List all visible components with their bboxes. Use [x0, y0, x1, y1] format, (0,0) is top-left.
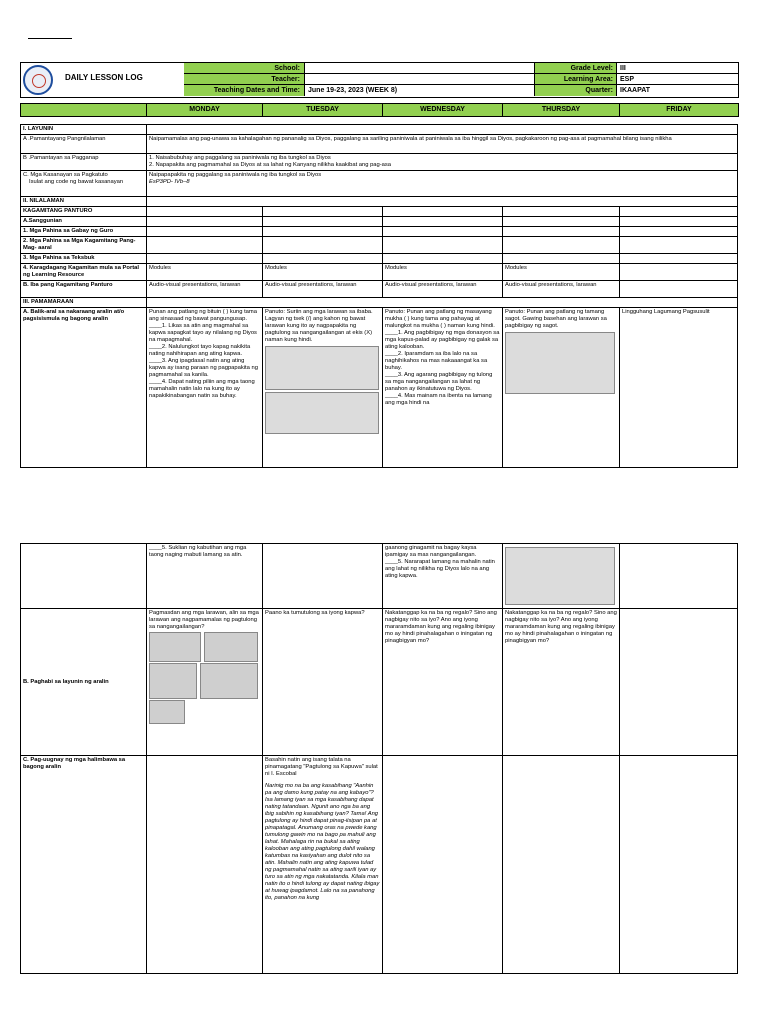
- cell: [620, 237, 738, 254]
- cell: [503, 254, 620, 264]
- teacher-value: [305, 74, 535, 85]
- pagganap-label: B .Pamantayan sa Pagganap: [21, 154, 147, 171]
- kasanayan-code: EsP3PD- IVb–8: [149, 179, 190, 185]
- cell: [503, 227, 620, 237]
- pagganap-item-2: 2. Napapakita ang pagmamahal sa Diyos at sa lahat ng Kanyang nilikha kaakibat ang pag-asa: [149, 162, 392, 168]
- kasanayan-sublabel: Isulat ang code ng bawat kasanayan: [29, 179, 124, 185]
- pag-uugnay-intro: Basahin natin ang isang talata na pinamagatang "Pagtulong sa Kapuwa" sulat ni I. Escobal: [265, 757, 378, 777]
- picture-2-image: [204, 632, 258, 662]
- av-tuesday: Audio-visual presentations, larawan: [263, 281, 383, 298]
- cell: [620, 544, 738, 609]
- pag-uugnay-story: Narinig mo na ba ang kasabihang "Aanhin pa ang damo kung patay na ang kabayo"? Isa lamang iyan sa mga kasabihang dapat nating tatandaan. Ngunit ano nga ba ang ibig sabihin ng kasabihang iyan? Tama! Ang pagtulong ay hindi dapat pinag-iisipan pa at pinapatagal. Anumang oras na pwede kang tumulong gawin mo na bago pa mahuli ang lahat. Mahalaga rin na bukal sa ating kalooban ang ating pagtulong dahil walang katumbas na kasiyahan ang dulot nito sa atin. Mahalin natin ang ating kapuwa tulad ng pagmamahal natin sa ating sarili iyan ay turo sa atin ng mga nakatatanda. Kilala man natin ito o hindi tulong ay dapat nating ibigay at huwag ipagdamot. Lalo na sa panahong ito, panahon na kung: [265, 783, 380, 901]
- cell: [147, 227, 263, 237]
- wednesday-intro: Panuto: Punan ang patlang ng masayang mukha ( ) kung tama ang pahayag at malungkot na mukha ( ) naman kung hindi.: [385, 309, 495, 329]
- monday-intro: Punan ang patlang ng bituin ( ) kung tama ang sinasaad ng bawat pangungusap.: [149, 309, 257, 322]
- paghabi-pictures-row2: [149, 663, 260, 699]
- av-monday: Audio-visual presentations, larawan: [147, 281, 263, 298]
- balik-aral-monday: [147, 308, 263, 468]
- day-thursday: THURSDAY: [503, 104, 620, 116]
- teacher-label: Teacher:: [184, 74, 304, 85]
- area-label: Learning Area:: [535, 74, 617, 85]
- days-header-blank: [21, 104, 147, 116]
- monday-item-4: ____4. Dapat nating piliin ang mga taong mamahalin natin lalo na kung ito ay napakikinabangan natin sa buhay.: [149, 379, 255, 399]
- cell: [383, 227, 503, 237]
- quarter-label: Quarter:: [535, 85, 617, 96]
- cell: [147, 254, 263, 264]
- quarter-value: IKAAPAT: [620, 87, 651, 94]
- cell: [263, 227, 383, 237]
- modules-thursday: Modules: [503, 264, 620, 281]
- teksbuk-label: 3. Mga Pahina sa Teksbuk: [21, 254, 147, 264]
- lesson-table-page2: [20, 543, 738, 974]
- day-friday: FRIDAY: [666, 106, 692, 113]
- header-values-left: [304, 63, 535, 96]
- cell: [620, 254, 738, 264]
- layunin-heading: I. LAYUNIN: [21, 125, 147, 135]
- header-labels-left: [184, 63, 304, 96]
- paghabi-thursday: Nakatanggap ka na ba ng regalo? Sino ang nagbigay nito sa iyo? Ano ang iyong mararamdaman kung ang regaling ibinigay mo ay hindi pinahalagahan o iningatan ng pinagbigyan mo?: [503, 609, 620, 756]
- header-labels-right: [534, 63, 617, 96]
- cell: [383, 237, 503, 254]
- gabay-label: 1. Mga Pahina sa Gabay ng Guro: [21, 227, 147, 237]
- pangnilalaman-text: Naipamamalas ang pag-unawa sa kahalagahan ng pananalig sa Diyos, paggalang sa sariling paniniwala at paniniwala sa iba hinggil sa Diyos, pagkakaroon ng pag-asa at pagmamahal bilang isang nilikha: [147, 135, 738, 154]
- tuesday-pictures-top-image: [265, 346, 379, 390]
- sanggunian-label: A.Sanggunian: [21, 217, 147, 227]
- wednesday-continued: gaanong ginagamit na bagay kaysa ipamigay sa mas nangangailangan.: [385, 545, 477, 558]
- picture-3-image: [149, 663, 197, 699]
- modules-wednesday: Modules: [383, 264, 503, 281]
- cell: [503, 756, 620, 974]
- school-value: [305, 63, 535, 74]
- cell: [263, 254, 383, 264]
- cell: [147, 237, 263, 254]
- pag-uugnay-label: C. Pag-uugnay ng mga halimbawa sa bagong aralin: [21, 756, 147, 974]
- monday-item-1: ____1. Likas sa atin ang magmahal sa kapwa sapagkat tayo ay nilalang ng Diyos na mapagmahal.: [149, 323, 257, 343]
- wednesday-item-5: ____5. Nararapat lamang na mahalin natin ang lahat ng nilikha ng Diyos lalo na ang ating kapwa.: [385, 559, 495, 579]
- cell: [503, 237, 620, 254]
- av-thursday: Audio-visual presentations, larawan: [503, 281, 620, 298]
- cell: [263, 217, 383, 227]
- thursday-instruction: Panuto: Punan ang patlang ng tamang sagot. Gawing basehan ang larawan sa pagbibigay ng sagot.: [505, 309, 607, 329]
- cell: [21, 544, 147, 609]
- area-value: ESP: [617, 74, 739, 85]
- thursday-worksheet-image: [505, 332, 615, 394]
- page-title: DAILY LESSON LOG: [65, 73, 143, 82]
- day-wednesday: WEDNESDAY: [383, 104, 503, 116]
- cell: [263, 207, 383, 217]
- cell: [620, 217, 738, 227]
- top-line: [28, 38, 72, 39]
- thursday-worksheet-cont-image: [505, 547, 615, 605]
- pamamaraan-blank: [147, 298, 738, 308]
- paghabi-pictures-row1: [149, 632, 260, 662]
- grade-label: Grade Level:: [535, 63, 617, 74]
- pangnilalaman-label: A .Pamantayang Pangnilalaman: [21, 135, 147, 154]
- paghabi-pictures-row3: [149, 700, 260, 724]
- cell: [620, 281, 738, 298]
- cell: [383, 756, 503, 974]
- day-tuesday: TUESDAY: [263, 104, 383, 116]
- deped-seal-icon: [23, 65, 53, 95]
- pagganap-cell: [147, 154, 738, 171]
- paghabi-tuesday: Paano ka tumutulong sa iyong kapwa?: [263, 609, 383, 756]
- grade-value: III: [617, 63, 739, 74]
- kagamitan-mag-aaral-label: 2. Mga Pahina sa Mga Kagamitang Pang- Mag- aaral: [21, 237, 147, 254]
- balik-aral-tuesday: [263, 308, 383, 468]
- pamamaraan-heading: III. PAMAMARAAN: [21, 298, 147, 308]
- dates-label: Teaching Dates and Time:: [184, 85, 304, 96]
- kasanayan-label: C. Mga Kasanayan sa Pagkatuto: [23, 172, 108, 178]
- modules-tuesday: Modules: [263, 264, 383, 281]
- days-header: [20, 103, 739, 117]
- wednesday-item-3: ____3. Ang agarang pagbibigay ng tulong sa mga nangangailangan sa lahat ng panahon ay ikinatutuwa ng Diyos.: [385, 372, 493, 392]
- pag-uugnay-tuesday: [263, 756, 383, 974]
- cell: [383, 217, 503, 227]
- cell: [147, 756, 263, 974]
- day-monday: MONDAY: [147, 104, 263, 116]
- cont-wednesday: [383, 544, 503, 609]
- cell: [620, 227, 738, 237]
- cell: [503, 217, 620, 227]
- modules-monday: Modules: [147, 264, 263, 281]
- dates-value: June 19-23, 2023 (WEEK 8): [308, 87, 398, 94]
- paghabi-monday-text: Pagmasdan ang mga larawan, alin sa mga larawan ang nagpamamalas ng pagtulong sa nangangailangan?: [149, 610, 259, 630]
- wednesday-item-1: ____1. Ang pagbibigay ng mga donasyon sa mga kapus-palad ay pagbibigay ng galak sa ating kalooban.: [385, 330, 500, 350]
- lesson-table-page1: [20, 124, 738, 468]
- pagganap-item-1: 1. Naisabubuhay ang paggalang sa paniniwala ng iba tungkol sa Diyos: [149, 155, 331, 161]
- wednesday-item-4: ____4. Mas mainam na ibenta na lamang ang mga hindi na: [385, 393, 492, 406]
- cell: [147, 217, 263, 227]
- nilalaman-blank: [147, 197, 738, 207]
- header-block: [20, 62, 739, 98]
- cell: [383, 254, 503, 264]
- cell: [620, 207, 738, 217]
- cell: [620, 264, 738, 281]
- iba-pang-label: B. Iba pang Kagamitang Panturo: [21, 281, 147, 298]
- cell: [620, 609, 738, 756]
- balik-aral-label: A. Balik-aral sa nakaraang aralin at/o pagsisismula ng bagong aralin: [21, 308, 147, 468]
- paghabi-monday: [147, 609, 263, 756]
- tuesday-instruction: Panuto: Suriin ang mga larawan sa ibaba. Lagyan ng tsek (/) ang kahon ng bawat larawan kung ito ay nagpapakita ng pagtulong sa nangangailangan at ekis (X) naman kung hindi.: [265, 309, 373, 343]
- av-wednesday: Audio-visual presentations, larawan: [383, 281, 503, 298]
- school-label: School:: [184, 63, 304, 74]
- cell: [503, 207, 620, 217]
- picture-5-image: [149, 700, 185, 724]
- wednesday-item-2: ____2. Iparamdam sa iba lalo na sa naghihikahos na mas nakaaangat ka sa buhay.: [385, 351, 488, 371]
- cell: [263, 237, 383, 254]
- cell: [147, 207, 263, 217]
- picture-1-image: [149, 632, 201, 662]
- kagamitan-heading: KAGAMITANG PANTURO: [21, 207, 147, 217]
- cont-thursday: [503, 544, 620, 609]
- nilalaman-heading: II. NILALAMAN: [21, 197, 147, 207]
- monday-item-3: ____3. Ang ipagdasal natin ang ating kapwa ay isang paraan ng pagpapakita ng pagmamahal sa kanila.: [149, 358, 258, 378]
- kasanayan-text: Naipapapakita ng paggalang sa paniniwala ng iba tungkol sa Diyos: [149, 172, 322, 178]
- paghabi-label: B. Paghabi sa layunin ng aralin: [21, 609, 147, 756]
- layunin-blank: [147, 125, 738, 135]
- karagdagan-label: 4. Karagdagang Kagamitan mula sa Portal ng Learning Resource: [21, 264, 147, 281]
- monday-item-2: ____2. Nalulungkot tayo kapag nakikita nating nahihirapan ang ating kapwa.: [149, 344, 251, 357]
- balik-aral-wednesday: [383, 308, 503, 468]
- kasanayan-cell: [147, 171, 738, 197]
- cell: [620, 756, 738, 974]
- cell: [263, 544, 383, 609]
- cont-monday: ____5. Suklian ng kabutihan ang mga taong naging mabuti lamang sa atin.: [147, 544, 263, 609]
- cell: [383, 207, 503, 217]
- kasanayan-label-cell: [21, 171, 147, 197]
- tuesday-pictures-bottom-image: [265, 392, 379, 434]
- header-values-right: [616, 63, 739, 96]
- balik-aral-friday: Lingguhang Lagumang Pagsusulit: [620, 308, 738, 468]
- balik-aral-thursday: [503, 308, 620, 468]
- paghabi-wednesday: Nakatanggap ka na ba ng regalo? Sino ang nagbigay nito sa iyo? Ano ang iyong mararamdaman kung ang regaling ibinigay mo ay hindi pinahalagahan o iningatan ng pinagbigyan mo?: [383, 609, 503, 756]
- picture-4-image: [200, 663, 258, 699]
